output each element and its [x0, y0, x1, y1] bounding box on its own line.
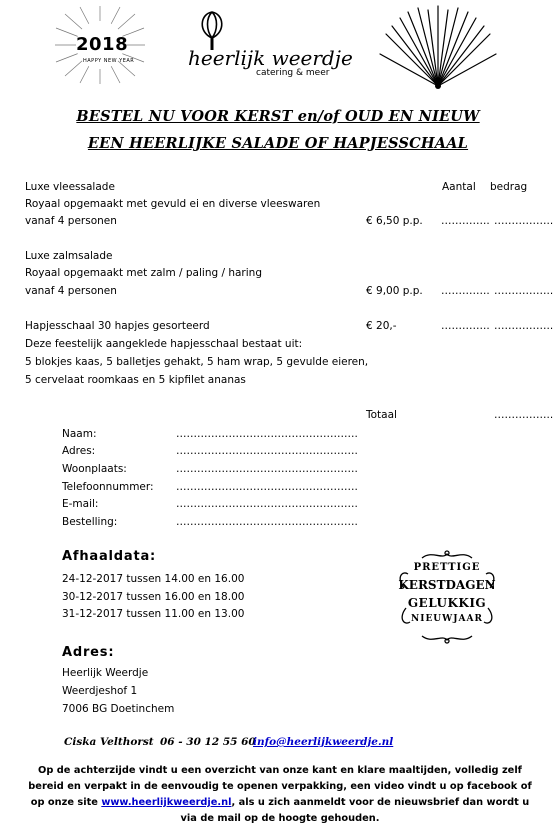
product-1-price: € 6,50 p.p. [366, 215, 423, 227]
form-blank-telefoonnummer[interactable]: ……………………………………………. [176, 481, 358, 493]
column-bedrag: bedrag [490, 181, 528, 193]
form-label-telefoonnummer: Telefoonnummer: [62, 481, 154, 493]
total-blank: …………….. [494, 409, 554, 421]
address-line: Heerlijk Weerdje [62, 667, 149, 679]
badge-year: 2018 [76, 34, 129, 55]
product-3-price: € 20,- [366, 320, 397, 332]
whisk-icon [192, 8, 232, 50]
fireworks-icon [378, 0, 498, 92]
form-label-naam: Naam: [62, 428, 97, 440]
badge-subtitle: HAPPY NEW YEAR [83, 58, 135, 64]
product-1-persons: vanaf 4 personen [25, 215, 117, 227]
logo-name: heerlijk weerdje [188, 46, 353, 70]
product-3-name: Hapjesschaal 30 hapjes gesorteerd [25, 320, 210, 332]
product-2-name: Luxe zalmsalade [25, 250, 113, 262]
product-1-aantal-blank: ………….. [441, 215, 490, 227]
logo-tagline: catering & meer [256, 68, 330, 78]
stamp-line-4: NIEUWJAAR [411, 614, 483, 624]
total-label: Totaal [366, 409, 397, 421]
form-blank-naam[interactable]: ……………………………………………. [176, 428, 358, 440]
footer-note [22, 763, 538, 827]
pickup-title: Afhaaldata: [62, 549, 157, 564]
form-label-email: E-mail: [62, 498, 99, 510]
product-1-name: Luxe vleessalade [25, 181, 115, 193]
headline-1: BESTEL NU VOOR KERST en/of OUD EN NIEUW [76, 108, 480, 125]
pickup-date: 30-12-2017 tussen 16.00 en 18.00 [62, 591, 245, 603]
form-label-adres: Adres: [62, 445, 96, 457]
contact-email-link[interactable]: info@heerlijkweerdje.nl [253, 736, 394, 748]
form-blank-adres[interactable]: ……………………………………………. [176, 445, 358, 457]
headline-2: EEN HEERLIJKE SALADE OF HAPJESSCHAAL [87, 135, 469, 152]
product-2-price: € 9,00 p.p. [366, 285, 423, 297]
form-blank-woonplaats[interactable]: ……………………………………………. [176, 463, 358, 475]
product-2-persons: vanaf 4 personen [25, 285, 117, 297]
footer-text-2: , als u zich aanmeldt voor de nieuwsbrief dan wordt u via de mail op de hoogte gehouden. [180, 797, 530, 824]
product-2-aantal-blank: ………….. [441, 285, 490, 297]
address-line: Weerdjeshof 1 [62, 685, 138, 697]
stamp-line-1: PRETTIGE [413, 562, 481, 573]
product-1-desc: Royaal opgemaakt met gevuld ei en diverse vleeswaren [25, 198, 321, 210]
form-blank-bestelling[interactable]: ……………………………………………. [176, 516, 358, 528]
address-line: 7006 BG Doetinchem [62, 703, 175, 715]
pickup-date: 24-12-2017 tussen 14.00 en 16.00 [62, 573, 245, 585]
form-blank-email[interactable]: ……………………………………………. [176, 498, 358, 510]
contact-name: Ciska Velthorst [64, 736, 154, 748]
stamp-line-3: GELUKKIG [407, 596, 487, 610]
product-3-aantal-blank: ………….. [441, 320, 490, 332]
product-2-bedrag-blank: …………….. [494, 285, 554, 297]
product-3-desc-line: 5 cervelaat roomkaas en 5 kipfilet ananas [25, 374, 246, 386]
footer-text-1: Op de achterzijde vindt u een overzicht van onze kant en klare maaltijden, volledig zelf bereid en verpakt in de eenvoudig te openen verpakking, een video vindt u op facebook of op onze site [28, 765, 532, 808]
contact-phone: 06 - 30 12 55 60 [160, 736, 256, 748]
greeting-stamp [392, 548, 502, 646]
stamp-line-2: KERSTDAGEN [398, 578, 496, 592]
form-label-bestelling: Bestelling: [62, 516, 118, 528]
product-1-bedrag-blank: …………….. [494, 215, 554, 227]
form-label-woonplaats: Woonplaats: [62, 463, 127, 475]
product-3-bedrag-blank: …………….. [494, 320, 554, 332]
product-2-desc: Royaal opgemaakt met zalm / paling / haring [25, 267, 262, 279]
product-3-desc-line: Deze feestelijk aangeklede hapjesschaal bestaat uit: [25, 338, 303, 350]
website-link[interactable]: www.heerlijkweerdje.nl [101, 797, 232, 808]
column-aantal: Aantal [442, 181, 476, 193]
product-3-desc-line: 5 blokjes kaas, 5 balletjes gehakt, 5 ham wrap, 5 gevulde eieren, [25, 356, 369, 368]
pickup-date: 31-12-2017 tussen 11.00 en 13.00 [62, 608, 245, 620]
address-title: Adres: [62, 645, 115, 660]
